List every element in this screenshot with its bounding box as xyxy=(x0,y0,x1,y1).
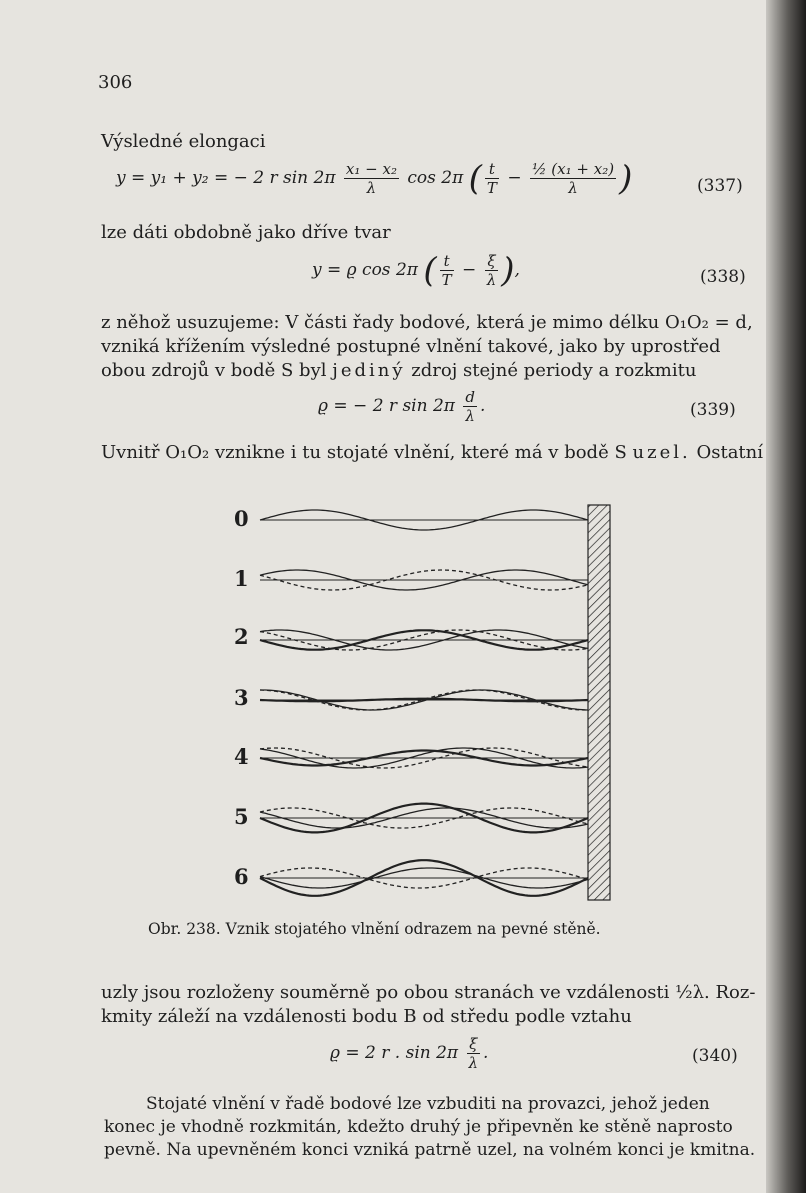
paragraph-6-line-3: pevně. Na upevněném konci vzniká patrně uzel, na volném konci je kmitna. xyxy=(104,1140,756,1160)
figure-caption: Obr. 238. Vznik stojatého vlnění odrazem na pevné stěně. xyxy=(148,920,601,938)
paragraph-3-line-1: z něhož usuzujeme: V části řady bodové, která je mimo délku O₁O₂ = d, xyxy=(101,312,753,333)
page-number: 306 xyxy=(98,72,133,93)
emphasis-uzel: uzel. xyxy=(632,442,691,463)
eq337-fraction-2: $\frac{t}{T}$ xyxy=(486,160,497,197)
eq338-fraction-2: $\frac{\xi}{\lambda}$ xyxy=(486,252,497,289)
figure-label-2: 2 xyxy=(234,624,249,649)
eq337-number: (337) xyxy=(697,176,743,196)
figure-label-5: 5 xyxy=(234,804,249,829)
paragraph-3-line-3: obou zdrojů v bodě S byl jediný zdroj stejné periody a rozkmitu xyxy=(101,360,697,381)
paragraph-3-line-2: vzniká křížením výsledné postupné vlnění takové, jako by uprostřed xyxy=(101,336,721,357)
equation-337: y = y₁ + y₂ = − 2 r sin 2π $\frac{\text{x₁ − x₂}}{\lambda}$ cos 2π ( $\frac{t}{T}$ − $\frac{\text{½ (x₁ + x₂)}}{\lambda}$ ) xyxy=(116,158,633,199)
eq337-fraction-3: $\frac{\text{½ (x₁ + x₂)}}{\lambda}$ xyxy=(532,160,615,197)
paragraph-4: Uvnitř O₁O₂ vznikne i tu stojaté vlnění, které má v bodě S uzel. Ostatní xyxy=(101,442,764,463)
rigid-wall xyxy=(588,505,610,900)
eq339-number: (339) xyxy=(690,400,736,420)
figure-label-1: 1 xyxy=(234,566,249,591)
equation-338: y = ϱ cos 2π ( $\frac{t}{T}$ − $\frac{\xi}{\lambda}$ ), xyxy=(312,250,520,291)
figure-label-6: 6 xyxy=(234,864,249,889)
paragraph-2: lze dáti obdobně jako dříve tvar xyxy=(101,222,391,243)
eq339-fraction: $\frac{d}{\lambda}$ xyxy=(465,388,475,425)
figure-label-4: 4 xyxy=(234,744,249,769)
emphasis-jediny: jediný xyxy=(332,360,406,381)
eq338-fraction-1: $\frac{t}{T}$ xyxy=(441,252,452,289)
standing-wave-figure xyxy=(230,500,630,910)
eq340-number: (340) xyxy=(692,1046,738,1066)
eq338-number: (338) xyxy=(700,267,746,287)
paragraph-1: Výsledné elongaci xyxy=(101,131,266,152)
eq340-fraction: $\frac{\xi}{\lambda}$ xyxy=(468,1035,479,1072)
figure-label-3: 3 xyxy=(234,685,249,710)
eq337-minus: − xyxy=(507,168,522,188)
page-edge-shadow xyxy=(766,0,806,1193)
paragraph-6-line-2: konec je vhodně rozkmitán, kdežto druhý je připevněn ke stěně naprosto xyxy=(104,1117,733,1137)
equation-340: ϱ = 2 r . sin 2π $\frac{\xi}{\lambda}$ . xyxy=(330,1035,489,1072)
eq337-cos: cos 2π xyxy=(407,168,464,188)
figure-label-0: 0 xyxy=(234,506,249,531)
equation-339: ϱ = − 2 r sin 2π $\frac{d}{\lambda}$ . xyxy=(318,388,486,425)
eq337-fraction-1: $\frac{\text{x₁ − x₂}}{\lambda}$ xyxy=(345,160,397,197)
paragraph-5-line-2: kmity záleží na vzdálenosti bodu B od středu podle vztahu xyxy=(101,1006,632,1027)
eq337-lhs: y = y₁ + y₂ = − 2 r sin 2π xyxy=(116,168,336,188)
paragraph-6-line-1: Stojaté vlnění v řadě bodové lze vzbuditi na provazci, jehož jeden xyxy=(146,1094,710,1114)
paragraph-5-line-1: uzly jsou rozloženy souměrně po obou stranách ve vzdálenosti ½λ. Roz- xyxy=(101,982,756,1003)
